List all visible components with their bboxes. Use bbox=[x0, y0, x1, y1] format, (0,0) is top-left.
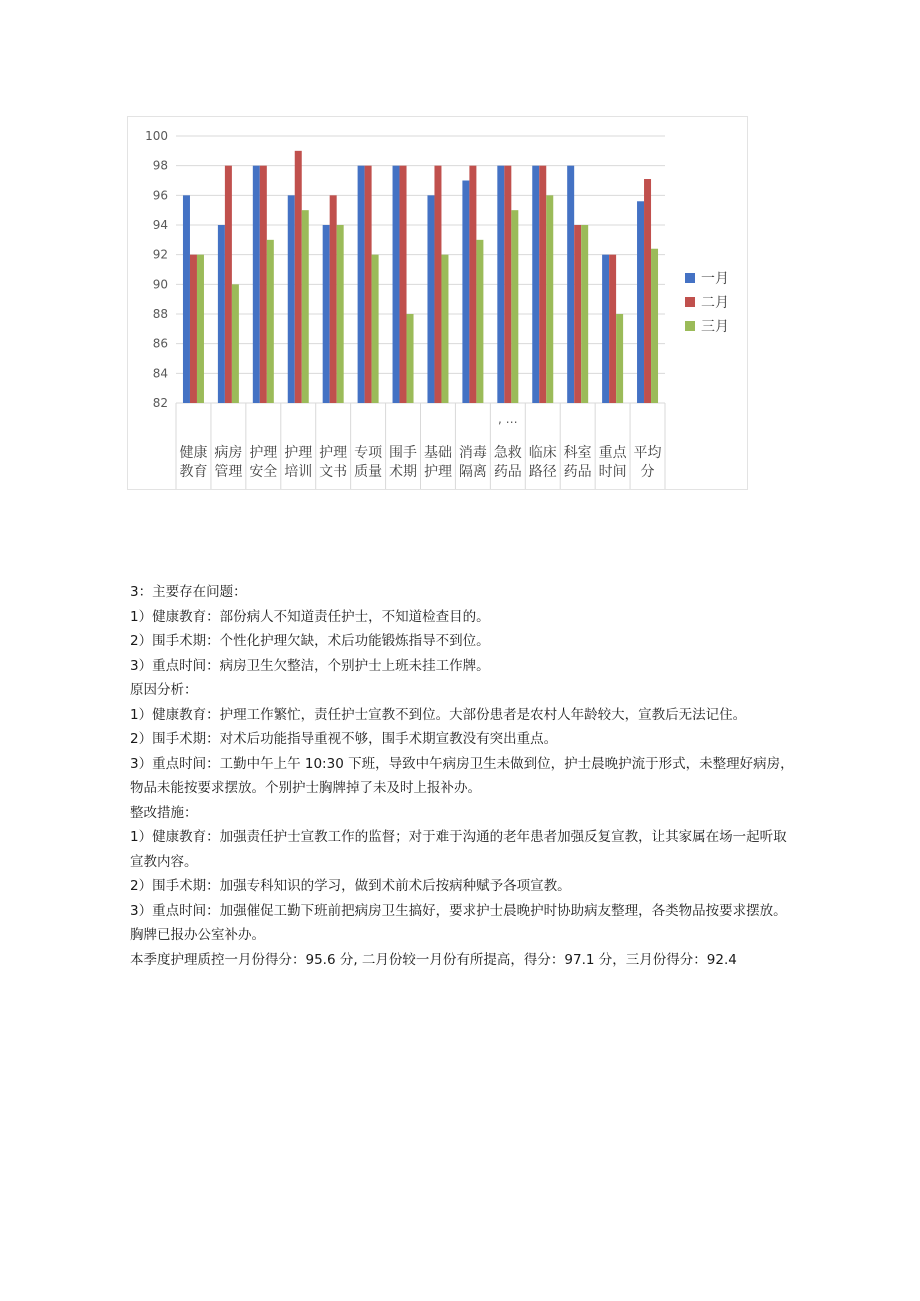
category-label: 教育 bbox=[179, 464, 208, 480]
text-line: 1）健康教育：部份病人不知道责任护士，不知道检查目的。 bbox=[130, 608, 490, 625]
text-line: 3）重点时间：加强催促工勤下班前把病房卫生搞好，要求护士晨晚护时协助病友整理，各类物品按要求摆放。胸牌已报办公室补办。 bbox=[130, 902, 787, 943]
category-label: 专项 bbox=[354, 445, 383, 461]
y-tick-label: 86 bbox=[152, 336, 168, 351]
bar bbox=[476, 240, 483, 403]
bar bbox=[434, 166, 441, 403]
text-line: 2）围手术期：对术后功能指导重视不够，围手术期宣教没有突出重点。 bbox=[130, 731, 558, 747]
legend-swatch bbox=[685, 297, 695, 307]
bar bbox=[532, 166, 539, 403]
y-tick-label: 92 bbox=[152, 247, 168, 262]
bar bbox=[539, 166, 546, 403]
y-tick-label: 88 bbox=[152, 307, 168, 321]
bar bbox=[427, 195, 434, 403]
bar bbox=[337, 225, 344, 403]
bar bbox=[609, 255, 616, 403]
text-line: 2）围手术期：个性化护理欠缺，术后功能锻炼指导不到位。 bbox=[130, 633, 490, 649]
legend-label: 一月 bbox=[701, 271, 729, 287]
quality-score-bar-chart bbox=[127, 116, 748, 490]
bar bbox=[616, 314, 623, 403]
y-tick-label: 100 bbox=[145, 129, 168, 143]
bar-chart-svg bbox=[128, 117, 749, 491]
bar bbox=[358, 166, 365, 403]
bar bbox=[365, 166, 372, 403]
category-label: 护理 bbox=[284, 445, 313, 461]
category-label: 药品 bbox=[493, 464, 522, 480]
text-line: 原因分析： bbox=[130, 682, 198, 698]
category-label: 健康 bbox=[179, 445, 208, 461]
report-text bbox=[130, 580, 795, 972]
category-label: 病房 bbox=[214, 445, 243, 461]
category-label: 药品 bbox=[563, 464, 592, 480]
category-label: 科室 bbox=[563, 445, 592, 461]
bar bbox=[504, 166, 511, 403]
legend-swatch bbox=[685, 321, 695, 331]
bar bbox=[546, 195, 553, 403]
bar bbox=[400, 166, 407, 403]
bar bbox=[602, 255, 609, 403]
bar bbox=[190, 255, 197, 403]
bar bbox=[407, 314, 414, 403]
category-label: 围手 bbox=[389, 445, 418, 461]
category-label: 时间 bbox=[598, 464, 627, 480]
bar bbox=[567, 166, 574, 403]
category-label: 护理 bbox=[249, 445, 278, 461]
category-label: 临床 bbox=[528, 445, 557, 461]
bar bbox=[511, 210, 518, 403]
y-tick-label: 94 bbox=[152, 218, 168, 232]
bar bbox=[288, 195, 295, 403]
legend-label: 二月 bbox=[701, 295, 729, 311]
bar bbox=[260, 166, 267, 403]
bar bbox=[581, 225, 588, 403]
text-line: 2）围手术期：加强专科知识的学习，做到术前术后按病种赋予各项宣教。 bbox=[130, 878, 571, 894]
y-tick-label: 82 bbox=[152, 396, 168, 410]
bar bbox=[637, 201, 644, 403]
category-label: 平均 bbox=[633, 445, 662, 461]
category-label: 安全 bbox=[249, 464, 278, 480]
bar bbox=[295, 151, 302, 403]
category-label: 文书 bbox=[319, 464, 348, 480]
y-tick-label: 96 bbox=[152, 188, 168, 203]
y-tick-label: 84 bbox=[152, 366, 168, 381]
category-label: 重点 bbox=[598, 445, 627, 461]
category-label: 急救 bbox=[493, 445, 522, 461]
bar bbox=[372, 255, 379, 403]
y-tick-label: 90 bbox=[152, 277, 168, 292]
bar bbox=[225, 166, 232, 403]
bar bbox=[323, 225, 330, 403]
bar bbox=[469, 166, 476, 403]
truncated-label-mark: , … bbox=[498, 412, 518, 426]
bar bbox=[232, 284, 239, 403]
bar bbox=[302, 210, 309, 403]
category-label: 培训 bbox=[284, 464, 313, 480]
category-label: 消毒 bbox=[458, 445, 487, 461]
category-label: 护理 bbox=[423, 464, 452, 480]
category-label: 质量 bbox=[354, 464, 383, 480]
category-label: 路径 bbox=[528, 464, 557, 480]
category-label: 术期 bbox=[389, 464, 418, 480]
category-label: 基础 bbox=[423, 445, 452, 461]
text-line: 1）健康教育：护理工作繁忙，责任护士宣教不到位。大部份患者是农村人年龄较大，宣教后无法记住。 bbox=[130, 706, 747, 723]
bar bbox=[218, 225, 225, 403]
text-line: 本季度护理质控一月份得分：95.6 分, 二月份较一月份有所提高，得分：97.1 分，三月份得分：92.4 bbox=[130, 951, 737, 968]
legend-swatch bbox=[685, 273, 695, 283]
category-label: 护理 bbox=[319, 445, 348, 461]
legend-label: 三月 bbox=[701, 319, 729, 335]
text-line: 1）健康教育：加强责任护士宣教工作的监督；对于难于沟通的老年患者加强反复宣教，让其家属在场一起听取宣教内容。 bbox=[130, 829, 787, 870]
category-label: 分 bbox=[640, 464, 655, 480]
bar bbox=[197, 255, 204, 403]
bar bbox=[183, 195, 190, 403]
bar bbox=[393, 166, 400, 403]
bar bbox=[253, 166, 260, 403]
text-line: 整改措施： bbox=[130, 804, 198, 821]
bar bbox=[267, 240, 274, 403]
text-line: 3）重点时间：工勤中午上午 10:30 下班，导致中午病房卫生未做到位，护士晨晚护流于形式，未整理好病房，物品未能按要求摆放。个别护士胸牌掉了未及时上报补办。 bbox=[130, 755, 794, 796]
bar bbox=[644, 179, 651, 403]
text-line: 3：主要存在问题： bbox=[130, 584, 247, 600]
bar bbox=[441, 255, 448, 403]
category-label: 隔离 bbox=[458, 464, 487, 480]
bar bbox=[574, 225, 581, 403]
bar bbox=[651, 249, 658, 403]
bar bbox=[462, 181, 469, 404]
y-tick-label: 98 bbox=[152, 158, 168, 173]
text-line: 3）重点时间：病房卫生欠整洁，个别护士上班未挂工作牌。 bbox=[130, 657, 490, 674]
category-label: 管理 bbox=[214, 464, 243, 480]
bar bbox=[330, 195, 337, 403]
bar bbox=[497, 166, 504, 403]
